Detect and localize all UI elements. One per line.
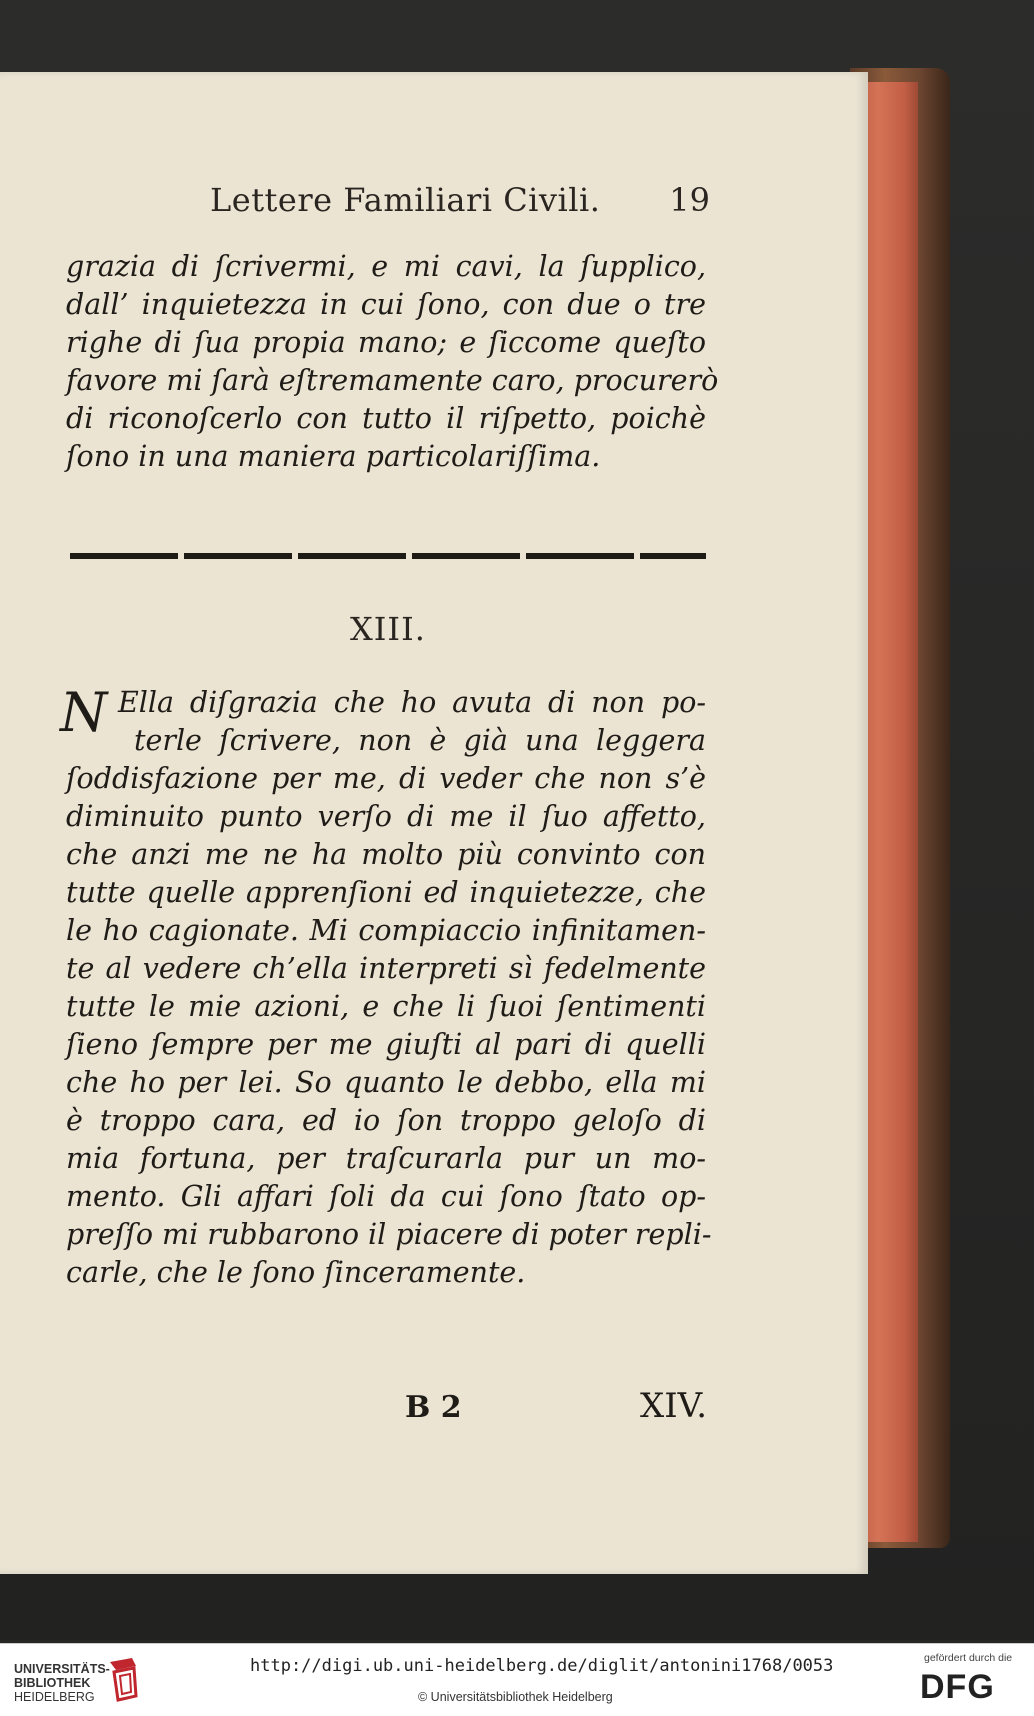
- section-divider-rule: [70, 553, 706, 559]
- text-line: preſſo mi rubbarono il piacere di poter repli-: [66, 1218, 712, 1251]
- viewer-footer-bar: [0, 1643, 1034, 1716]
- text-line: ſoddisfazione per me, di veder che non s’è: [66, 762, 706, 795]
- funded-by-label: gefördert durch die: [924, 1652, 1013, 1664]
- permalink-url[interactable]: http://digi.ub.uni-heidelberg.de/diglit/antonini1768/0053: [250, 1656, 834, 1676]
- text-line: carle, che le ſono ſinceramente.: [66, 1256, 526, 1289]
- text-line: che anzi me ne ha molto più convinto con: [66, 838, 706, 871]
- text-line: favore mi ſarà eſtremamente caro, procurerò: [66, 364, 719, 397]
- previous-letter-ending: [66, 248, 719, 476]
- text-line: tutte le mie azioni, e che li ſuoi ſentimenti: [66, 990, 706, 1023]
- text-line: diminuito punto verſo di me il ſuo affetto,: [66, 800, 706, 833]
- running-title: Lettere Familiari Civili.: [210, 181, 601, 219]
- text-line: righe di ſua propia mano; e ſiccome queſto: [66, 326, 706, 359]
- text-line: terle ſcrivere, non è già una leggera: [134, 724, 706, 757]
- library-name-line: UNIVERSITÄTS-: [14, 1662, 110, 1676]
- text-line: le ho cagionate. Mi compiaccio infinitamen-: [66, 914, 706, 947]
- text-line: dall’ inquietezza in cui ſono, con due o tre: [66, 288, 706, 321]
- drop-cap: N: [60, 681, 108, 744]
- page-header: [210, 175, 710, 225]
- page-number: 19: [669, 181, 710, 219]
- letter-number-heading: XIII.: [350, 610, 426, 648]
- letter-body: [60, 681, 712, 1292]
- library-name-line: HEIDELBERG: [14, 1690, 95, 1704]
- library-logo-text[interactable]: [14, 1662, 110, 1704]
- dfg-logo[interactable]: DFG: [920, 1668, 995, 1706]
- text-line: di riconoſcerlo con tutto il riſpetto, poichè: [66, 402, 706, 435]
- text-line: ſono in una maniera particolariſſima.: [66, 440, 601, 473]
- text-line: è troppo cara, ed io ſon troppo geloſo di: [66, 1104, 706, 1137]
- text-line: mia fortuna, per traſcurarla pur un mo-: [66, 1142, 706, 1175]
- text-line: mento. Gli affari ſoli da cui ſono ſtato op-: [66, 1180, 706, 1213]
- library-logo-icon[interactable]: [106, 1656, 140, 1702]
- copyright-notice: © Universitätsbibliothek Heidelberg: [418, 1690, 613, 1704]
- signature-mark: B 2: [405, 1390, 462, 1425]
- catchword: XIV.: [640, 1386, 708, 1426]
- text-line: Ella diſgrazia che ho avuta di non po-: [118, 686, 706, 719]
- text-line: ſieno ſempre per me giuſti al pari di quelli: [66, 1028, 706, 1061]
- text-line: tutte quelle apprenſioni ed inquietezze, che: [66, 876, 706, 909]
- text-line: te al vedere ch’ella interpreti sì fedelmente: [66, 952, 706, 985]
- library-name-line: BIBLIOTHEK: [14, 1676, 91, 1690]
- text-line: che ho per lei. So quanto le debbo, ella mi: [66, 1066, 706, 1099]
- text-line: grazia di ſcrivermi, e mi cavi, la ſupplico,: [66, 250, 706, 283]
